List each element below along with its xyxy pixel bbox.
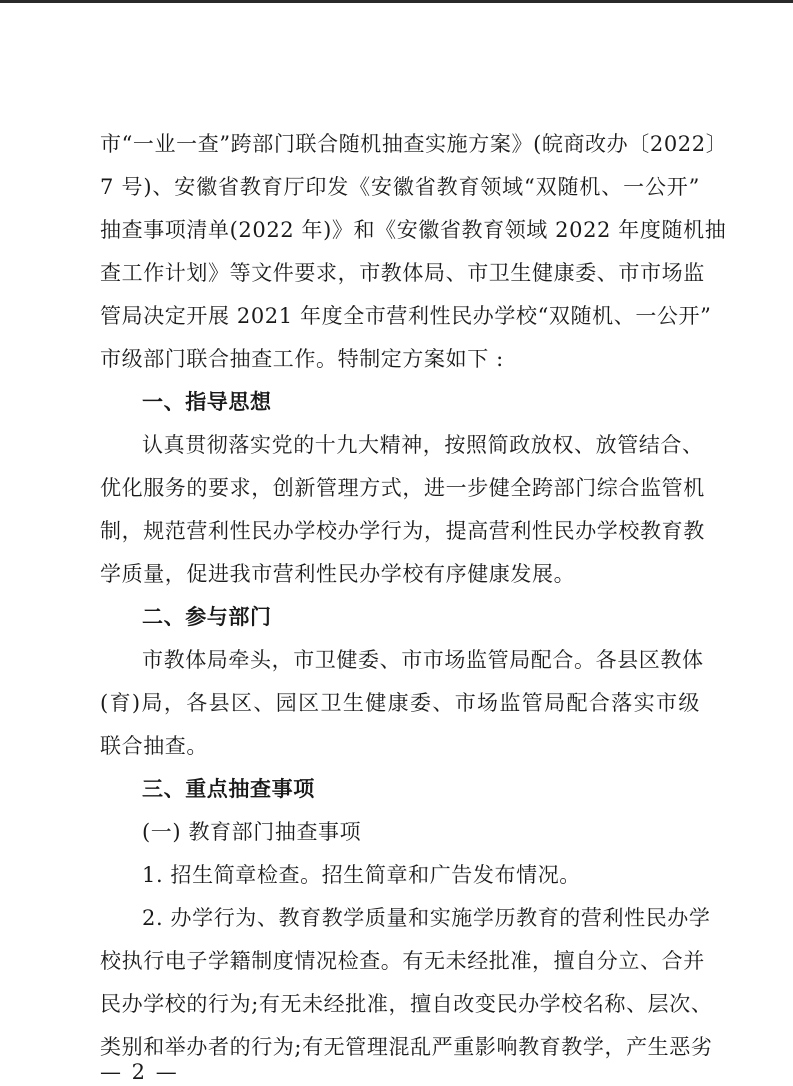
paragraph-line: 类别和举办者的行为;有无管理混乱严重影响教育教学，产生恶劣 — [100, 1035, 713, 1059]
paragraph-line: 认真贯彻落实党的十九大精神，按照简政放权、放管结合、 — [142, 433, 704, 457]
paragraph-line: (育)局，各县区、园区卫生健康委、市场监管局配合落实市级 — [100, 691, 700, 715]
page-number: — 2 — — [100, 1060, 179, 1084]
paragraph-line: 制，规范营利性民办学校办学行为，提高营利性民办学校教育教 — [100, 519, 705, 543]
list-item: 1. 招生简章检查。招生简章和广告发布情况。 — [142, 863, 581, 887]
paragraph-line: 市教体局牵头，市卫健委、市市场监管局配合。各县区教体 — [142, 648, 704, 672]
sub-heading: (一) 教育部门抽查事项 — [142, 820, 362, 844]
paragraph-line: 优化服务的要求，创新管理方式，进一步健全跨部门综合监管机 — [100, 476, 705, 500]
paragraph-line: 校执行电子学籍制度情况检查。有无未经批准，擅自分立、合并 — [100, 949, 705, 973]
paragraph-line: 查工作计划》等文件要求，市教体局、市卫生健康委、市市场监 — [100, 261, 705, 285]
paragraph-line: 民办学校的行为;有无未经批准，擅自改变民办学校名称、层次、 — [100, 992, 713, 1016]
paragraph-line: 抽查事项清单(2022 年)》和《安徽省教育领域 2022 年度随机抽 — [100, 218, 727, 242]
paragraph-line: 联合抽查。 — [100, 734, 208, 758]
list-item: 2. 办学行为、教育教学质量和实施学历教育的营利性民办学 — [142, 906, 711, 930]
paragraph-line: 市级部门联合抽查工作。特制定方案如下 : — [100, 347, 504, 371]
paragraph-line: 学质量，促进我市营利性民办学校有序健康发展。 — [100, 562, 576, 586]
section-heading: 一、指导思想 — [142, 390, 272, 414]
section-heading: 二、参与部门 — [142, 605, 272, 629]
section-heading: 三、重点抽查事项 — [142, 777, 315, 801]
paragraph-line: 7 号)、安徽省教育厅印发《安徽省教育领域“双随机、一公开” — [100, 175, 700, 199]
paragraph-line: 管局决定开展 2021 年度全市营利性民办学校“双随机、一公开” — [100, 304, 712, 328]
paragraph-line: 市“一业一查”跨部门联合随机抽查实施方案》(皖商改办〔2022〕 — [100, 132, 728, 156]
top-border-line — [0, 0, 793, 3]
